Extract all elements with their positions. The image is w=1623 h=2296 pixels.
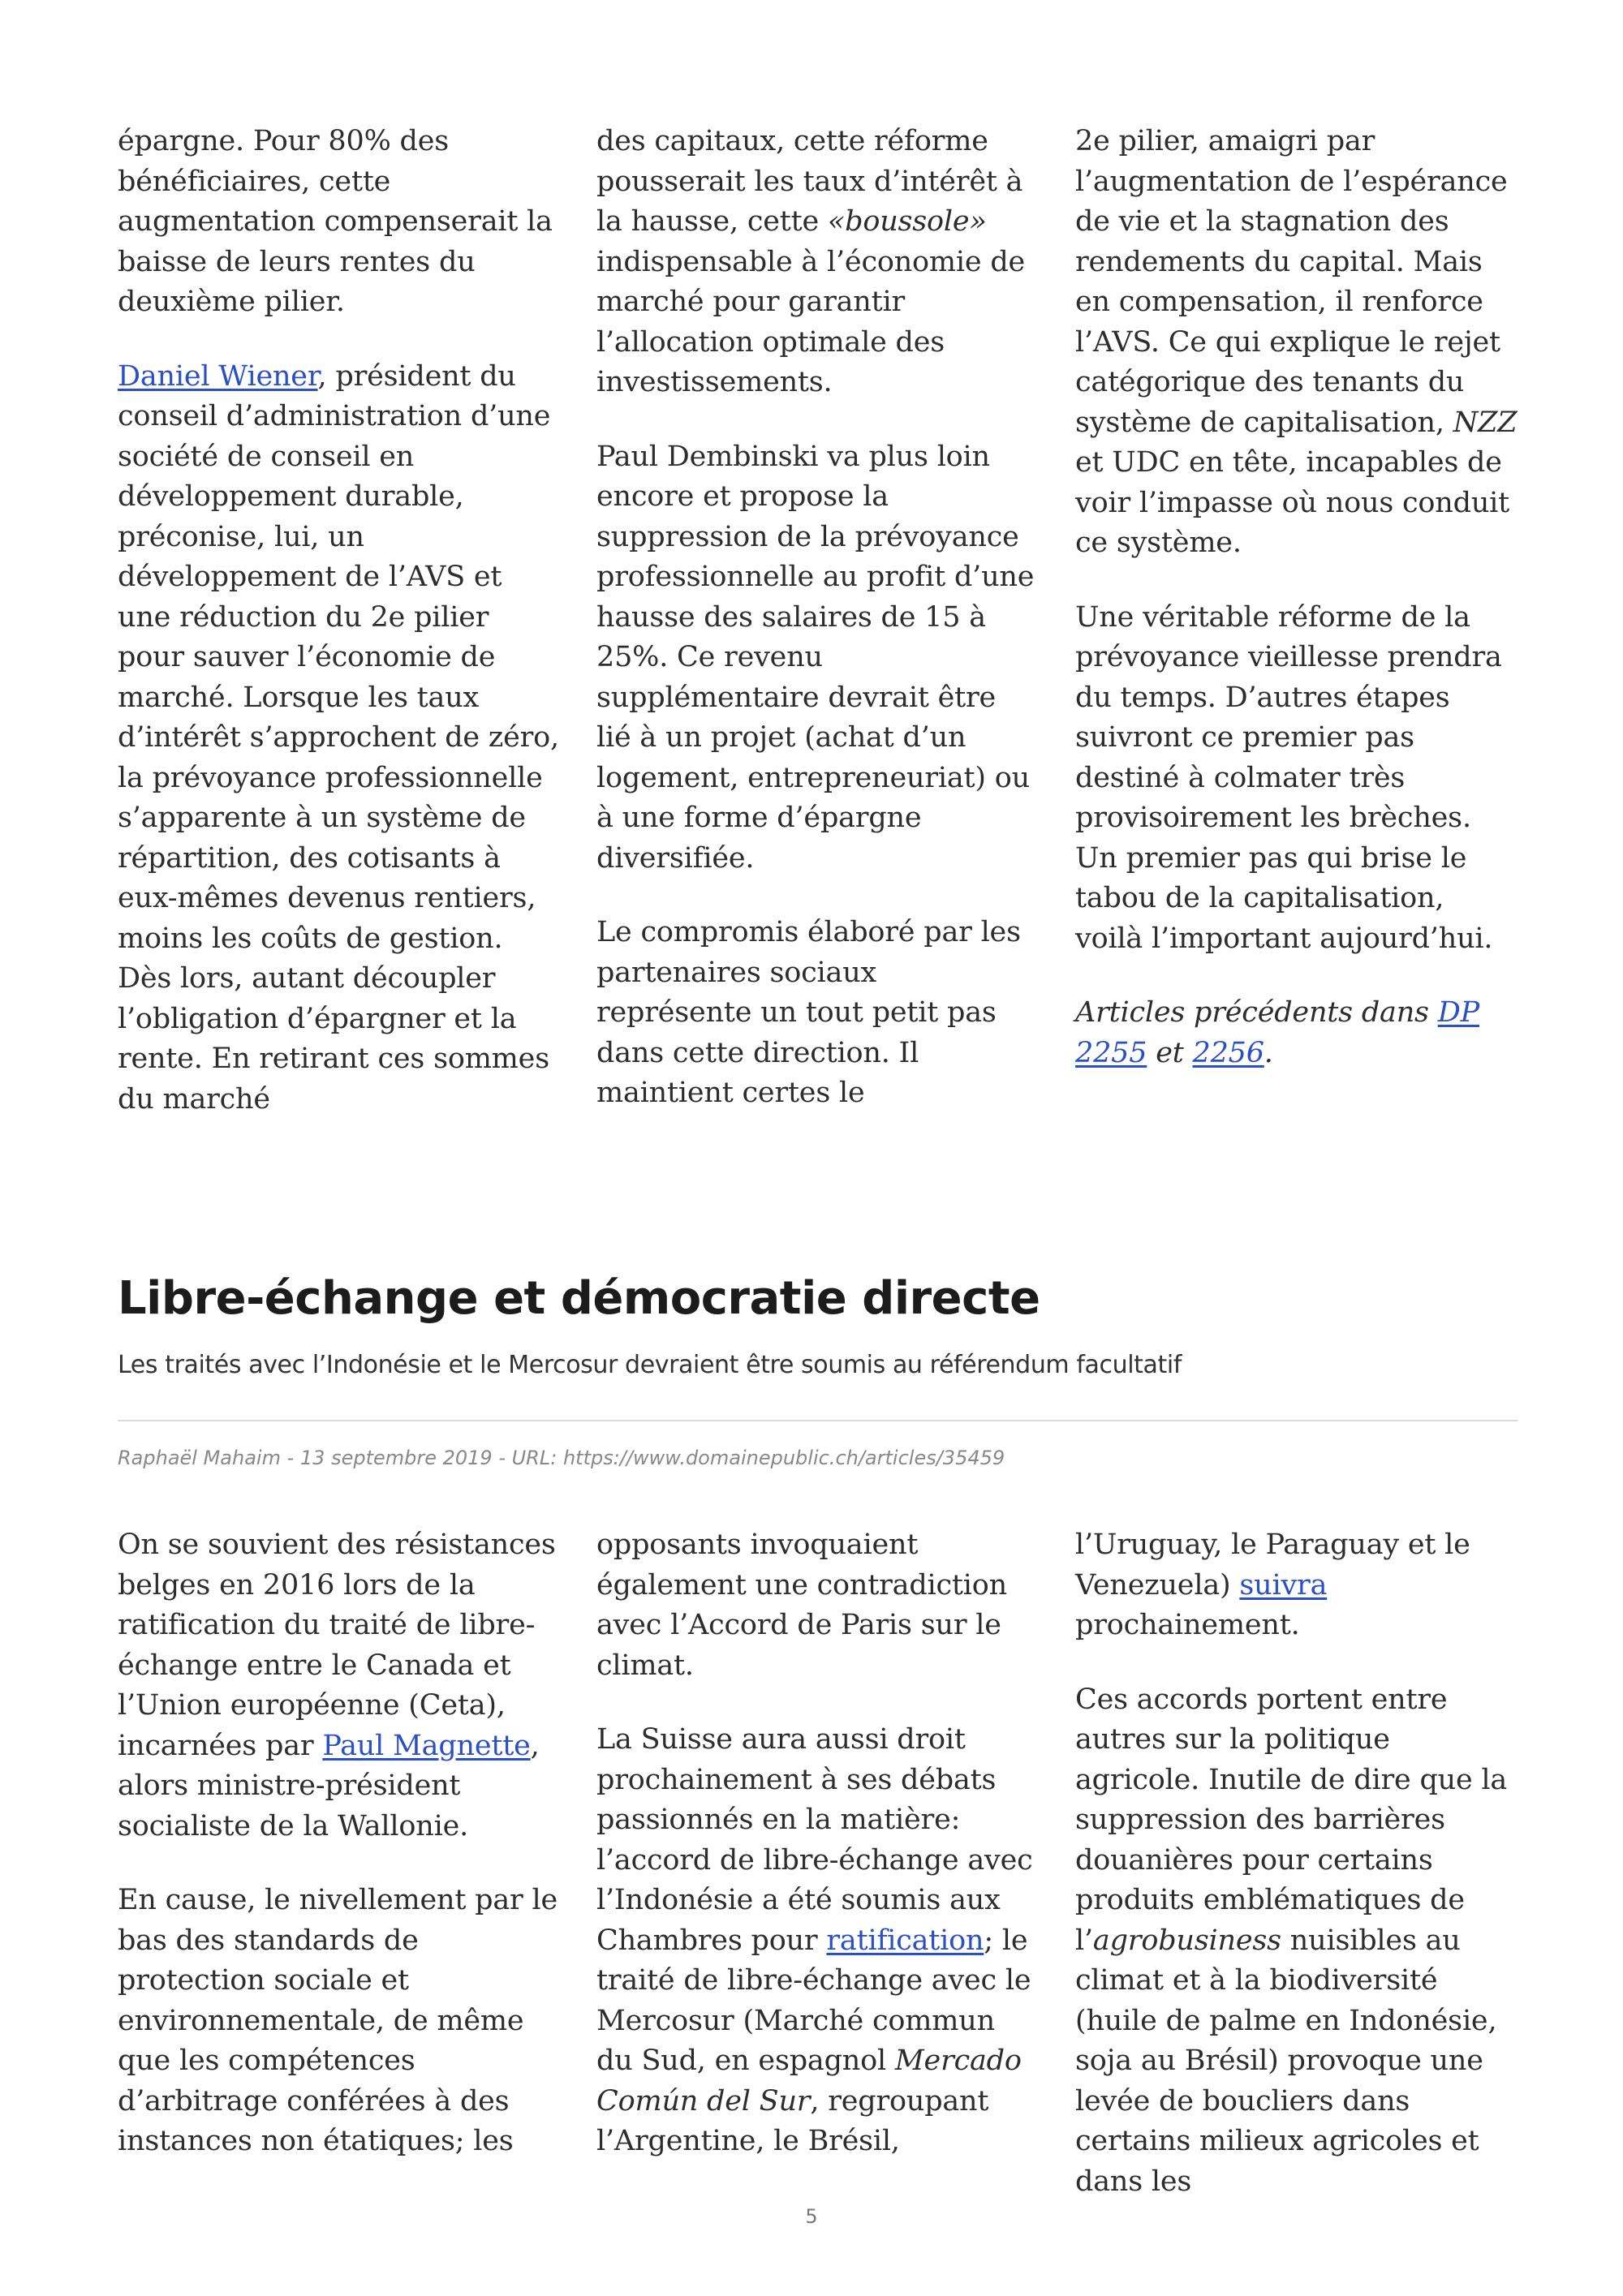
paragraph (596, 122, 1039, 403)
text-span: des capitaux, cette réforme pousserait les taux d’intérêt à la hausse, cette (596, 125, 1023, 238)
paragraph (118, 1525, 560, 1847)
text-span: ; le traité de libre-échange avec le Mercosur (Marché commun du Sud, en espagnol (596, 1924, 1031, 2077)
paragraph: opposants invoquaient également une contradiction avec l’Accord de Paris sur le climat. (596, 1529, 1007, 1682)
text-span: indispensable à l’économie de marché pour garantir l’allocation optimale des investissements. (596, 245, 1026, 398)
text-span: nuisibles au climat et à la biodiversité (huile de palme en Indonésie, soja au Brésil) provoque une levée de boucliers dans certains milieux agricoles et dans les (1075, 1924, 1497, 2198)
article-1-column-2 (596, 122, 1039, 1120)
text-span: l’Uruguay, le Paraguay et le Venezuela) (1075, 1529, 1470, 1602)
text-span: prochainement. (1075, 1609, 1300, 1641)
link-ratification[interactable]: ratification (826, 1924, 984, 1957)
article-1-column-1 (118, 122, 560, 1120)
page-number: 5 (805, 2205, 818, 2228)
paragraph: En cause, le nivellement par le bas des standards de protection sociale et environnementale, de même que les compétences d’arbitrage conférées à des instances non étatiques; les (118, 1884, 558, 2157)
text-span: , regroupant l’Argentine, le Brésil, (596, 2084, 989, 2157)
link-daniel-wiener[interactable]: Daniel Wiener (118, 359, 318, 393)
text-span: . (1264, 1036, 1273, 1069)
link-suivra[interactable]: suivra (1239, 1568, 1328, 1602)
text-span: , alors ministre-président socialiste de la Wallonie. (118, 1729, 540, 1842)
article-1-columns (118, 122, 1518, 1120)
paragraph (1075, 1680, 1518, 2203)
article-2-columns (118, 1525, 1518, 2202)
article-2-column-1 (118, 1525, 560, 2202)
article-1-column-3 (1075, 122, 1518, 1120)
paragraph: Une véritable réforme de la prévoyance vieillesse prendra du temps. D’autres étapes suivront ce premier pas destiné à colmater très provisoirement les brèches. Un premier pas qui brise le tabou de la capitalisation, voilà l’important aujourd’hui. (1075, 600, 1502, 955)
emphasis: «boussole» (827, 205, 987, 238)
emphasis: Mercado Común del Sur (596, 2044, 1022, 2118)
article-2-column-3 (1075, 1525, 1518, 2202)
article-2-column-2 (596, 1525, 1039, 2202)
emphasis: NZZ (1453, 406, 1518, 439)
article-2-byline: Raphaël Mahaim - 13 septembre 2019 - URL: https://www.domainepublic.ch/articles/35459 (118, 1447, 1005, 1469)
text-span: 2e pilier, amaigri par l’augmentation de l’espérance de vie et la stagnation des rendements du capital. Mais en compensation, il renforce l’AVS. Ce qui explique le rejet catégorique des tenants du système de capitalisation, (1075, 125, 1508, 439)
paragraph: Le compromis élaboré par les partenaires sociaux représente un tout petit pas dans cette direction. Il maintient certes le (596, 916, 1021, 1109)
emphasis: agrobusiness (1092, 1924, 1281, 1957)
link-2256[interactable]: 2256 (1192, 1036, 1264, 1069)
link-dp-2255[interactable]: DP 2255 (1075, 996, 1479, 1069)
paragraph (118, 357, 560, 1120)
text-span: Ces accords portent entre autres sur la politique agricole. Inutile de dire que la suppression des barrières douanières pour certains produits emblématiques de l’ (1075, 1683, 1508, 1957)
text-span: et UDC en tête, incapables de voir l’impasse où nous conduit ce système. (1075, 446, 1510, 559)
text-span: et (1147, 1036, 1193, 1069)
text-span: , président du conseil d’administration d’une société de conseil en développement durable, préconise, lui, un développement de l’AVS et une réduction du 2e pilier pour sauver l’économie de marché. Lorsque les taux d’intérêt s’approchent de zéro, la prévoyance professionnelle s’apparente à un système de répartition, des cotisants à eux-mêmes devenus rentiers, moins les coûts de gestion. Dès lors, autant découpler l’obligation d’épargner et la rente. En retirant ces sommes du marché (118, 359, 559, 1116)
link-paul-magnette[interactable]: Paul Magnette (322, 1729, 531, 1762)
paragraph: Paul Dembinski va plus loin encore et propose la suppression de la prévoyance professionnelle au profit d’une hausse des salaires de 15 à 25%. Ce revenu supplémentaire devrait être lié à un projet (achat d’un logement, entrepreneuriat) ou à une forme d’épargne diversifiée. (596, 440, 1035, 875)
paragraph (1075, 1525, 1518, 1646)
paragraph (1075, 122, 1518, 564)
article-2-subtitle: Les traités avec l’Indonésie et le Mercosur devraient être soumis au référendum facultatif (118, 1351, 1182, 1379)
previous-articles-note (1075, 993, 1518, 1073)
article-2-title: Libre-échange et démocratie directe (118, 1272, 1040, 1325)
text-span: On se souvient des résistances belges en 2016 lors de la ratification du traité de libre-échange entre le Canada et l’Union européenne (Ceta), incarnées par (118, 1529, 556, 1762)
divider (118, 1420, 1518, 1421)
text-span: Articles précédents dans (1075, 996, 1438, 1029)
paragraph: épargne. Pour 80% des bénéficiaires, cette augmentation compenserait la baisse de leurs rentes du deuxième pilier. (118, 125, 553, 318)
paragraph (596, 1720, 1039, 2162)
text-span: La Suisse aura aussi droit prochainement à ses débats passionnés en la matière: l’accord de libre-échange avec l’Indonésie a été soumis aux Chambres pour (596, 1723, 1033, 1957)
